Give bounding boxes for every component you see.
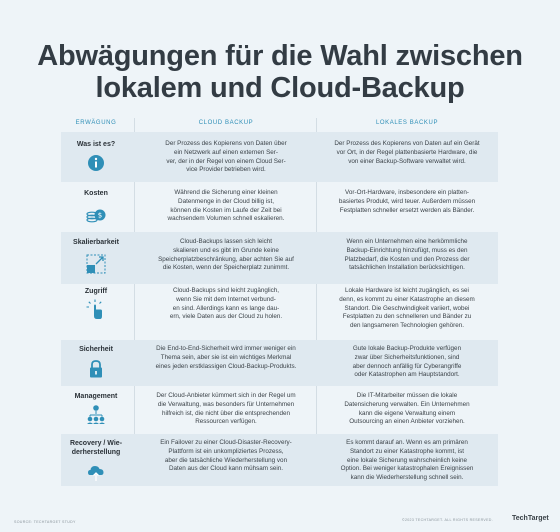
cloud-cell: Die End-to-End-Sicherheit wird immer weniger ein Thema sein, aber sie ist ein wichtiges Merkmal eines jeden erstklassigen Cloud-Backup-Produkts. [155,345,297,370]
table-row [61,182,498,232]
row-label: Recovery / Wie- derherstellung [69,440,123,456]
table-row [61,284,498,340]
table-row [61,434,498,486]
local-cell: Gute lokale Backup-Produkte verfügen zwar über Sicherheitsfunktionen, sind aber dennoch anfällig für Cyberangriffe oder Katastrophen am Hauptstandort. [352,345,462,379]
row-label: Kosten [84,190,108,197]
col-header-cloud: CLOUD BACKUP [198,120,254,126]
table-row [61,232,498,284]
local-cell: Der Prozess des Kopierens von Daten auf ein Gerät vor Ort, in der Regel plattenbasierte Hardware, die von einer Backup-Software verwaltet wird. [334,140,480,165]
page-title [0,40,560,104]
cloud-cell: Während die Sicherung einer kleinen Datenmenge in der Cloud billig ist, können die Kosten im Laufe der Zeit bei wachsendem Volumen schnell eskalieren. [167,189,285,223]
row-label: Was ist es? [76,141,116,148]
row-label: Zugriff [84,288,108,295]
svg-text:$: $ [97,211,103,220]
local-cell: Lokale Hardware ist leicht zugänglich, es sei denn, es kommt zu einer Katastrophe an diesem Standort. Die Geschwindigkeit variiert, wobei Festplatten zu den schnelleren und Bänder zu den langsameren Technologien gehören. [339,287,475,330]
scaling-icon [85,253,107,275]
row-label: Management [74,393,118,400]
team-icon [85,403,107,425]
title-line-1: Abwägungen für die Wahl zwischen [37,40,523,72]
cloud-cell: Cloud-Backups lassen sich leicht skalieren und es gibt im Grunde keine Speicherplatzbeschränkung, aber achten Sie auf die Kosten, wenn der Speicherplatz zunimmt. [158,238,294,272]
recovery-icon [85,460,107,482]
local-cell: Es kommt darauf an. Wenn es am primären Standort zu einer Katastrophe kommt, ist eine lokale Sicherung wahrscheinlich keine Option. Bei weniger katastrophalen Ereignissen kann die Wiederherstellung schnell sein. [340,439,474,482]
col-header-consideration: ERWÄGUNG [75,120,117,126]
table-row [61,386,498,434]
table-row [61,132,498,182]
info-icon [85,152,107,174]
cloud-cell: Der Prozess des Kopierens von Daten über ein Netzwerk auf einen externen Ser- ver, der in der Regel von einem Cloud Ser- vice Provider betrieben wird. [165,140,287,174]
lock-icon [85,358,107,380]
local-cell: Wenn ein Unternehmen eine herkömmliche Backup-Einrichtung hinzufügt, muss es den Platzbedarf, die Kosten und den Prozess der tatsächlichen Installation berücksichtigen. [344,238,470,272]
row-label: Sicherheit [79,346,113,353]
local-cell: Die IT-Mitarbeiter müssen die lokale Datensicherung verwalten. Ein Unternehmen kann die eigene Verwaltung einem Outsourcing an einen Anbieter vorziehen. [344,392,470,426]
local-cell: Vor-Ort-Hardware, insbesondere ein platten- basiertes Produkt, wird teuer. Außerdem müssen Festplatten schneller ersetzt werden als Bänder. [338,189,476,214]
coins-icon [85,203,107,225]
title-line-2: lokalem und Cloud-Backup [95,72,465,104]
click-icon [85,298,107,320]
row-label: Skalierbarkeit [73,239,119,246]
cloud-cell: Cloud-Backups sind leicht zugänglich, wenn Sie mit dem Internet verbund- en sind. Allerdings kann es lange dau- ern, viele Daten aus der Cloud zu holen. [169,287,283,321]
col-header-local: LOKALES BACKUP [375,120,439,126]
cloud-cell: Ein Failover zu einer Cloud-Disaster-Recovery- Plattform ist ein unkompliziertes Prozess, aber die tatsächliche Wiederherstellung von Daten aus der Cloud kann mühsam sein. [160,439,292,473]
brand-logo: TechTarget [512,515,549,522]
footer-source: SOURCE: TECHTARGET STUDY [14,520,76,524]
cloud-cell: Der Cloud-Anbieter kümmert sich in der Regel um die Verwaltung, was besonders für Unternehmen hilfreich ist, die nicht über die entsprechenden Ressourcen verfügen. [156,392,296,426]
table-row [61,340,498,386]
footer-copyright: ©2023 TECHTARGET. ALL RIGHTS RESERVED. [402,518,494,522]
